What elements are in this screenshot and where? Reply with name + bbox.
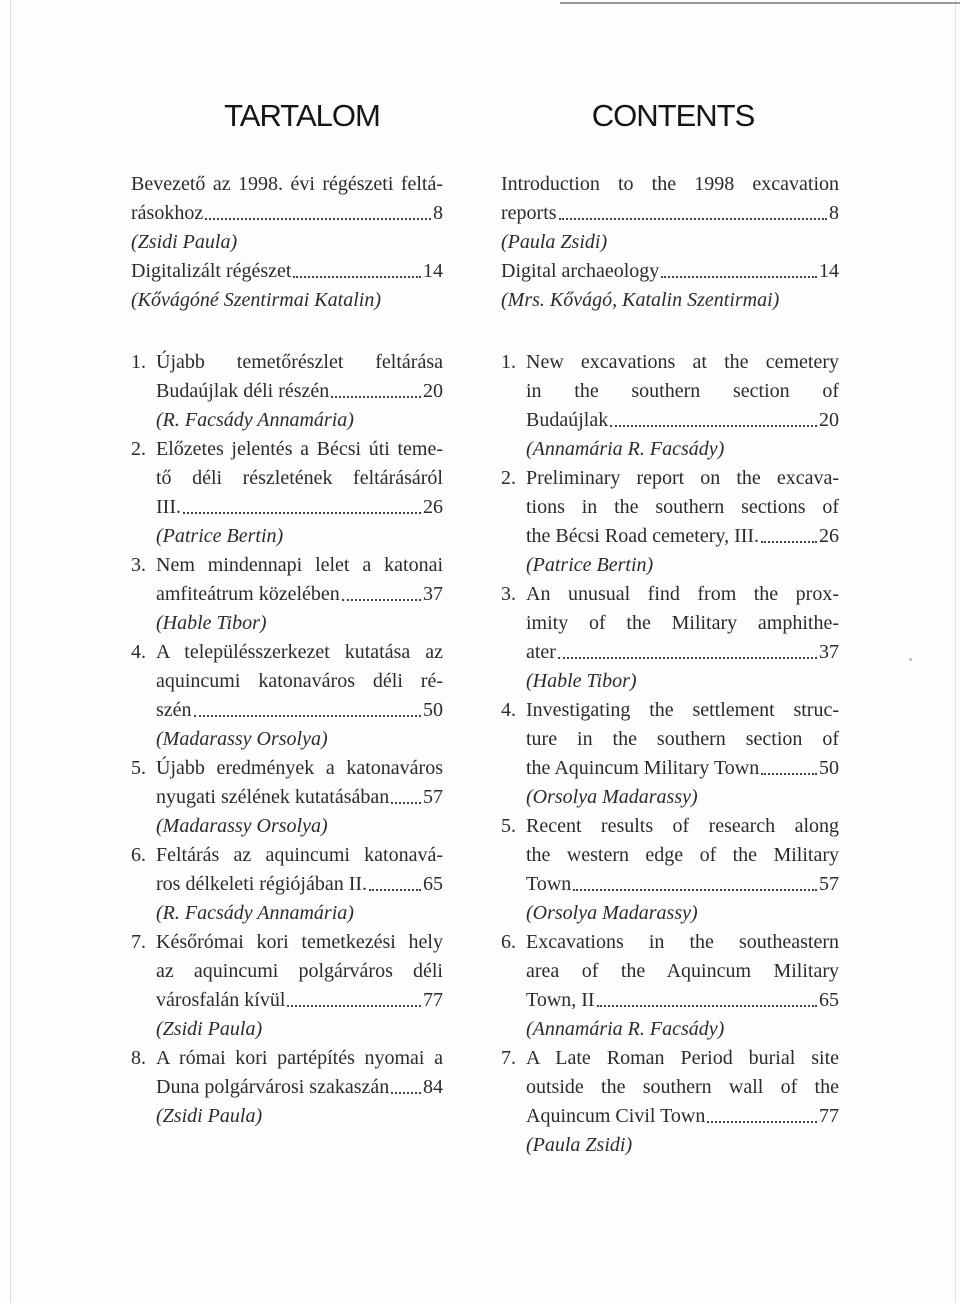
entry-text: Preliminary report on the excava- bbox=[526, 467, 839, 489]
page-number: 65 bbox=[819, 989, 839, 1011]
entry-number: 8. bbox=[131, 1047, 146, 1069]
intro-block bbox=[131, 170, 443, 315]
entry-text: rásokhoz bbox=[131, 202, 204, 224]
entry-text: amfiteátrum közelében bbox=[156, 583, 340, 605]
entry-text: in the southern section of bbox=[526, 380, 839, 402]
author: (Paula Zsidi) bbox=[501, 231, 608, 253]
author: (Hable Tibor) bbox=[156, 612, 267, 634]
author: (Orsolya Madarassy) bbox=[526, 902, 698, 924]
entry-text: Investigating the settlement struc- bbox=[526, 699, 839, 721]
scan-speck bbox=[909, 658, 912, 661]
toc-entry[interactable] bbox=[501, 1044, 839, 1160]
entry-number: 3. bbox=[131, 554, 146, 576]
author: (Patrice Bertin) bbox=[156, 525, 284, 547]
toc-hungarian bbox=[131, 96, 443, 1131]
entry-number: 6. bbox=[501, 931, 516, 953]
intro-block bbox=[501, 170, 839, 315]
dot-leader bbox=[597, 1005, 817, 1007]
dot-leader bbox=[661, 276, 817, 278]
page-number: 57 bbox=[819, 873, 839, 895]
entry-text: nyugati szélének kutatásában bbox=[156, 786, 390, 808]
author: (Zsidi Paula) bbox=[156, 1105, 263, 1127]
entry-text: area of the Aquincum Military bbox=[526, 960, 839, 982]
page-edge-top bbox=[560, 2, 960, 4]
author: (Annamária R. Facsády) bbox=[526, 438, 725, 460]
entry-number: 1. bbox=[501, 351, 516, 373]
author: (Mrs. Kővágó, Katalin Szentirmai) bbox=[501, 289, 780, 311]
page-number: 26 bbox=[423, 496, 443, 518]
page-edge-right bbox=[955, 0, 956, 1303]
entry-text: Budaújlak déli részén bbox=[156, 380, 330, 402]
toc-entry[interactable] bbox=[501, 812, 839, 928]
toc-entry-line[interactable] bbox=[501, 257, 839, 286]
entry-text: ater bbox=[526, 641, 556, 663]
entry-text: Későrómai kori temetkezési hely bbox=[156, 931, 443, 953]
entry-text: tions in the southern sections of bbox=[526, 496, 839, 518]
entry-text: ros délkeleti régiójában II. bbox=[156, 873, 368, 895]
toc-entry[interactable] bbox=[501, 580, 839, 696]
dot-leader bbox=[761, 773, 817, 775]
entry-text: the western edge of the Military bbox=[526, 844, 839, 866]
author: (Madarassy Orsolya) bbox=[156, 815, 328, 837]
toc-title-hungarian: TARTALOM bbox=[224, 98, 380, 133]
entry-number: 2. bbox=[131, 438, 146, 460]
entry-number: 5. bbox=[131, 757, 146, 779]
toc-entry[interactable] bbox=[501, 928, 839, 1044]
page-number: 37 bbox=[423, 583, 443, 605]
page-edge-left bbox=[10, 0, 11, 1303]
toc-english bbox=[501, 96, 839, 1160]
page-number: 77 bbox=[423, 989, 443, 1011]
entry-text: Újabb eredmények a katonaváros bbox=[156, 757, 443, 779]
dot-leader bbox=[558, 657, 817, 659]
entry-text: Újabb temetőrészlet feltárása bbox=[156, 351, 443, 373]
page-number: 8 bbox=[433, 202, 443, 224]
toc-entry[interactable] bbox=[131, 1044, 443, 1131]
entry-number: 7. bbox=[501, 1047, 516, 1069]
dot-leader bbox=[293, 276, 421, 278]
author: (Zsidi Paula) bbox=[156, 1018, 263, 1040]
entry-number: 4. bbox=[131, 641, 146, 663]
entry-text: reports bbox=[501, 202, 557, 224]
toc-entry-line[interactable] bbox=[131, 199, 443, 228]
toc-entry[interactable] bbox=[131, 841, 443, 928]
entry-text: A Late Roman Period burial site bbox=[526, 1047, 839, 1069]
entry-text: outside the southern wall of the bbox=[526, 1076, 839, 1098]
page-number: 50 bbox=[423, 699, 443, 721]
toc-title-english: CONTENTS bbox=[591, 98, 755, 133]
entry-text: ture in the southern section of bbox=[526, 728, 839, 750]
dot-leader bbox=[391, 1092, 421, 1094]
entry-text: A római kori partépítés nyomai a bbox=[156, 1047, 443, 1069]
entry-text: An unusual find from the prox- bbox=[526, 583, 839, 605]
entry-number: 1. bbox=[131, 351, 146, 373]
dot-leader bbox=[761, 541, 817, 543]
page-number: 14 bbox=[819, 260, 839, 282]
entry-text: aquincumi katonaváros déli ré- bbox=[156, 670, 443, 692]
page-number: 20 bbox=[819, 409, 839, 431]
dot-leader bbox=[369, 889, 421, 891]
author: (Kővágóné Szentirmai Katalin) bbox=[131, 289, 381, 311]
author: (R. Facsády Annamária) bbox=[156, 409, 354, 431]
toc-entry[interactable] bbox=[131, 435, 443, 551]
author: (Hable Tibor) bbox=[526, 670, 637, 692]
entry-text: the Aquincum Military Town bbox=[526, 757, 760, 779]
page-number: 8 bbox=[829, 202, 839, 224]
page-number: 84 bbox=[423, 1076, 443, 1098]
intro-line: Introduction to the 1998 excavation bbox=[501, 173, 839, 195]
author: (Patrice Bertin) bbox=[526, 554, 654, 576]
entry-text: imity of the Military amphithe- bbox=[526, 612, 839, 634]
entry-text: városfalán kívül bbox=[156, 989, 286, 1011]
author: (Madarassy Orsolya) bbox=[156, 728, 328, 750]
entry-text: A településszerkezet kutatása az bbox=[156, 641, 443, 663]
entry-text: Town, II bbox=[526, 989, 595, 1011]
entry-number: 3. bbox=[501, 583, 516, 605]
toc-entry[interactable] bbox=[131, 551, 443, 638]
page-number: 14 bbox=[423, 260, 443, 282]
page-number: 26 bbox=[819, 525, 839, 547]
dot-leader bbox=[391, 802, 421, 804]
page-number: 77 bbox=[819, 1105, 839, 1127]
entry-text: Előzetes jelentés a Bécsi úti teme- bbox=[156, 438, 443, 460]
author: (R. Facsády Annamária) bbox=[156, 902, 354, 924]
dot-leader bbox=[183, 512, 421, 514]
dot-leader bbox=[559, 218, 827, 220]
dot-leader bbox=[573, 889, 817, 891]
entry-text: III. bbox=[156, 496, 181, 518]
entry-text: Nem mindennapi lelet a katonai bbox=[156, 554, 443, 576]
entry-number: 6. bbox=[131, 844, 146, 866]
toc-entry[interactable] bbox=[501, 696, 839, 812]
author: (Zsidi Paula) bbox=[131, 231, 238, 253]
entry-text: Excavations in the southeastern bbox=[526, 931, 839, 953]
entry-text: szén bbox=[156, 699, 192, 721]
toc-entry[interactable] bbox=[131, 928, 443, 1044]
toc-entry-line[interactable] bbox=[501, 199, 839, 228]
dot-leader bbox=[205, 218, 431, 220]
toc-entry[interactable] bbox=[501, 348, 839, 464]
page-number: 20 bbox=[423, 380, 443, 402]
entry-text: Digitalizált régészet bbox=[131, 260, 292, 282]
entry-text: Digital archaeology bbox=[501, 260, 660, 282]
page-number: 65 bbox=[423, 873, 443, 895]
page-number: 37 bbox=[819, 641, 839, 663]
entry-text: Recent results of research along bbox=[526, 815, 839, 837]
author: (Orsolya Madarassy) bbox=[526, 786, 698, 808]
author: (Paula Zsidi) bbox=[526, 1134, 633, 1156]
entry-text: Budaújlak bbox=[526, 409, 609, 431]
entry-number: 4. bbox=[501, 699, 516, 721]
toc-entry[interactable] bbox=[131, 348, 443, 435]
entry-text: Feltárás az aquincumi katonavá- bbox=[156, 844, 443, 866]
dot-leader bbox=[287, 1005, 421, 1007]
toc-entry-line[interactable] bbox=[131, 257, 443, 286]
page-number: 50 bbox=[819, 757, 839, 779]
author: (Annamária R. Facsády) bbox=[526, 1018, 725, 1040]
entry-number: 5. bbox=[501, 815, 516, 837]
entry-text: az aquincumi polgárváros déli bbox=[156, 960, 443, 982]
dot-leader bbox=[342, 599, 421, 601]
entry-text: tő déli részletének feltárásáról bbox=[156, 467, 443, 489]
page-number: 57 bbox=[423, 786, 443, 808]
entry-text: New excavations at the cemetery bbox=[526, 351, 839, 373]
entry-number: 2. bbox=[501, 467, 516, 489]
entry-text: Town bbox=[526, 873, 572, 895]
toc-entry[interactable] bbox=[131, 638, 443, 754]
dot-leader bbox=[707, 1121, 817, 1123]
entry-text: the Bécsi Road cemetery, III. bbox=[526, 525, 760, 547]
entry-text: Duna polgárvárosi szakaszán bbox=[156, 1076, 390, 1098]
dot-leader bbox=[194, 715, 421, 717]
entry-number: 7. bbox=[131, 931, 146, 953]
toc-entry[interactable] bbox=[131, 754, 443, 841]
dot-leader bbox=[331, 396, 421, 398]
toc-entry[interactable] bbox=[501, 464, 839, 580]
dot-leader bbox=[610, 425, 817, 427]
entry-text: Aquincum Civil Town bbox=[526, 1105, 706, 1127]
intro-line: Bevezető az 1998. évi régészeti feltá- bbox=[131, 173, 443, 195]
